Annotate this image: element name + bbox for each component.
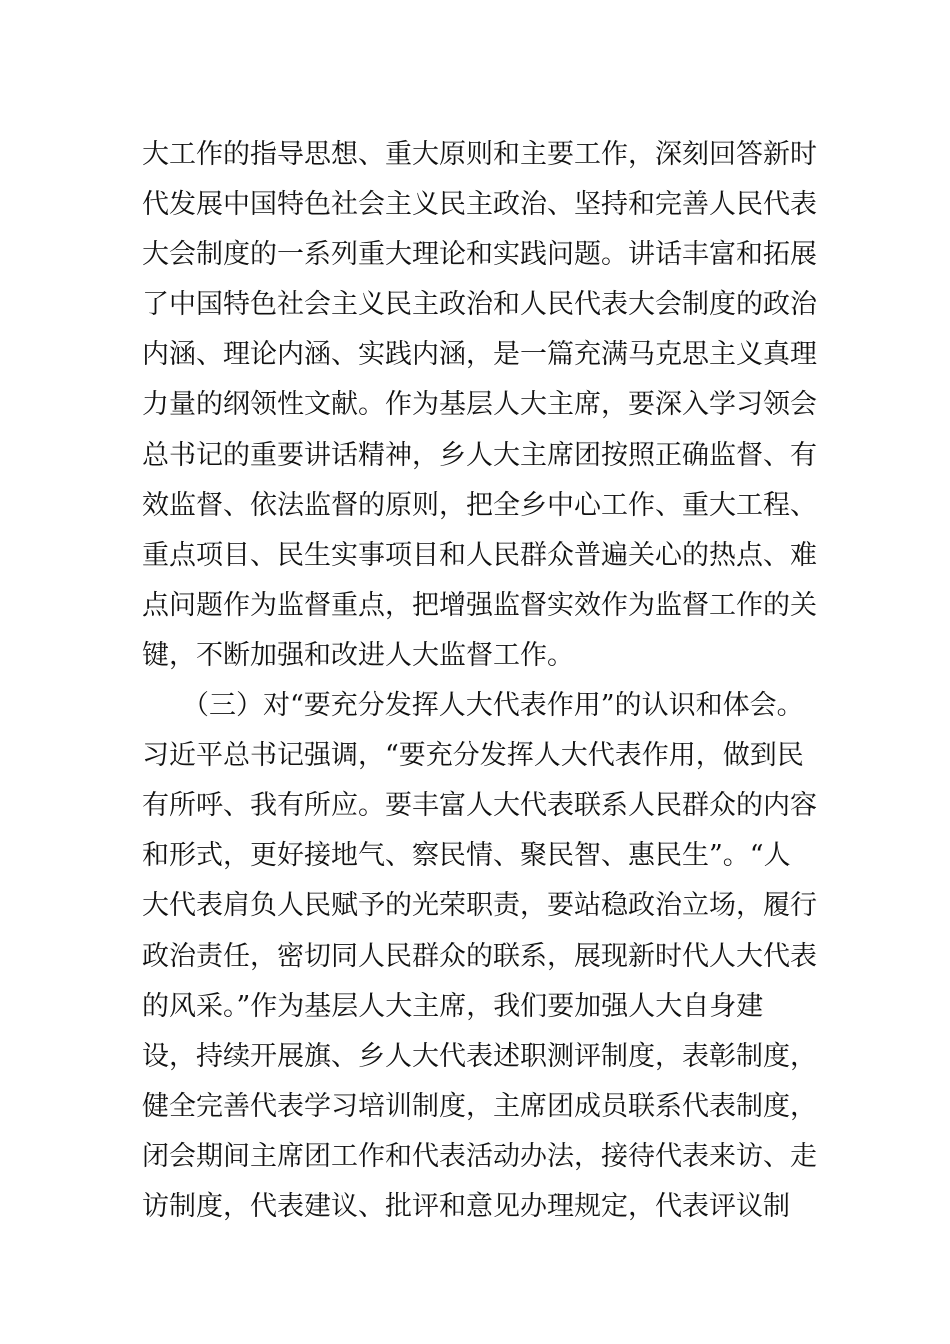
section-heading: （三）对“要充分发挥人大代表作用”的认识和体会。 (182, 690, 804, 722)
text-line: 的风采。”作为基层人大主席，我们要加强人大自身建 (142, 990, 764, 1022)
text-line: 重点项目、民生实事项目和人民群众普遍关心的热点、难 (142, 539, 817, 571)
text-line: 和形式，更好接地气、察民情、聚民智、惠民生”。“人 (142, 840, 791, 872)
text-line: 大会制度的一系列重大理论和实践问题。讲话丰富和拓展 (142, 239, 817, 271)
body-text (142, 130, 822, 1232)
text-line: 政治责任，密切同人民群众的联系，展现新时代人大代表 (142, 940, 817, 972)
text-line: 总书记的重要讲话精神，乡人大主席团按照正确监督、有 (142, 439, 817, 471)
text-line: 代发展中国特色社会主义民主政治、坚持和完善人民代表 (142, 189, 817, 221)
text-line: 力量的纲领性文献。作为基层人大主席，要深入学习领会 (142, 389, 817, 421)
text-line: 点问题作为监督重点，把增强监督实效作为监督工作的关 (142, 589, 817, 621)
text-line: 有所呼、我有所应。要丰富人大代表联系人民群众的内容 (142, 790, 817, 822)
text-line: 大工作的指导思想、重大原则和主要工作，深刻回答新时 (142, 139, 817, 170)
text-line: 效监督、依法监督的原则，把全乡中心工作、重大工程、 (142, 489, 817, 521)
text-line: 访制度，代表建议、批评和意见办理规定，代表评议制 (142, 1190, 790, 1222)
text-line: 设，持续开展旗、乡人大代表述职测评制度，表彰制度， (142, 1040, 817, 1072)
text-line: 内涵、理论内涵、实践内涵，是一篇充满马克思主义真理 (142, 339, 817, 371)
text-line: 健全完善代表学习培训制度，主席团成员联系代表制度， (142, 1090, 817, 1122)
text-line: 键，不断加强和改进人大监督工作。 (142, 639, 574, 671)
text-line: 闭会期间主席团工作和代表活动办法，接待代表来访、走 (142, 1140, 817, 1172)
text-line: 了中国特色社会主义民主政治和人民代表大会制度的政治 (142, 289, 817, 321)
text-line: 大代表肩负人民赋予的光荣职责，要站稳政治立场，履行 (142, 890, 817, 922)
text-line: 习近平总书记强调，“要充分发挥人大代表作用，做到民 (142, 740, 804, 772)
